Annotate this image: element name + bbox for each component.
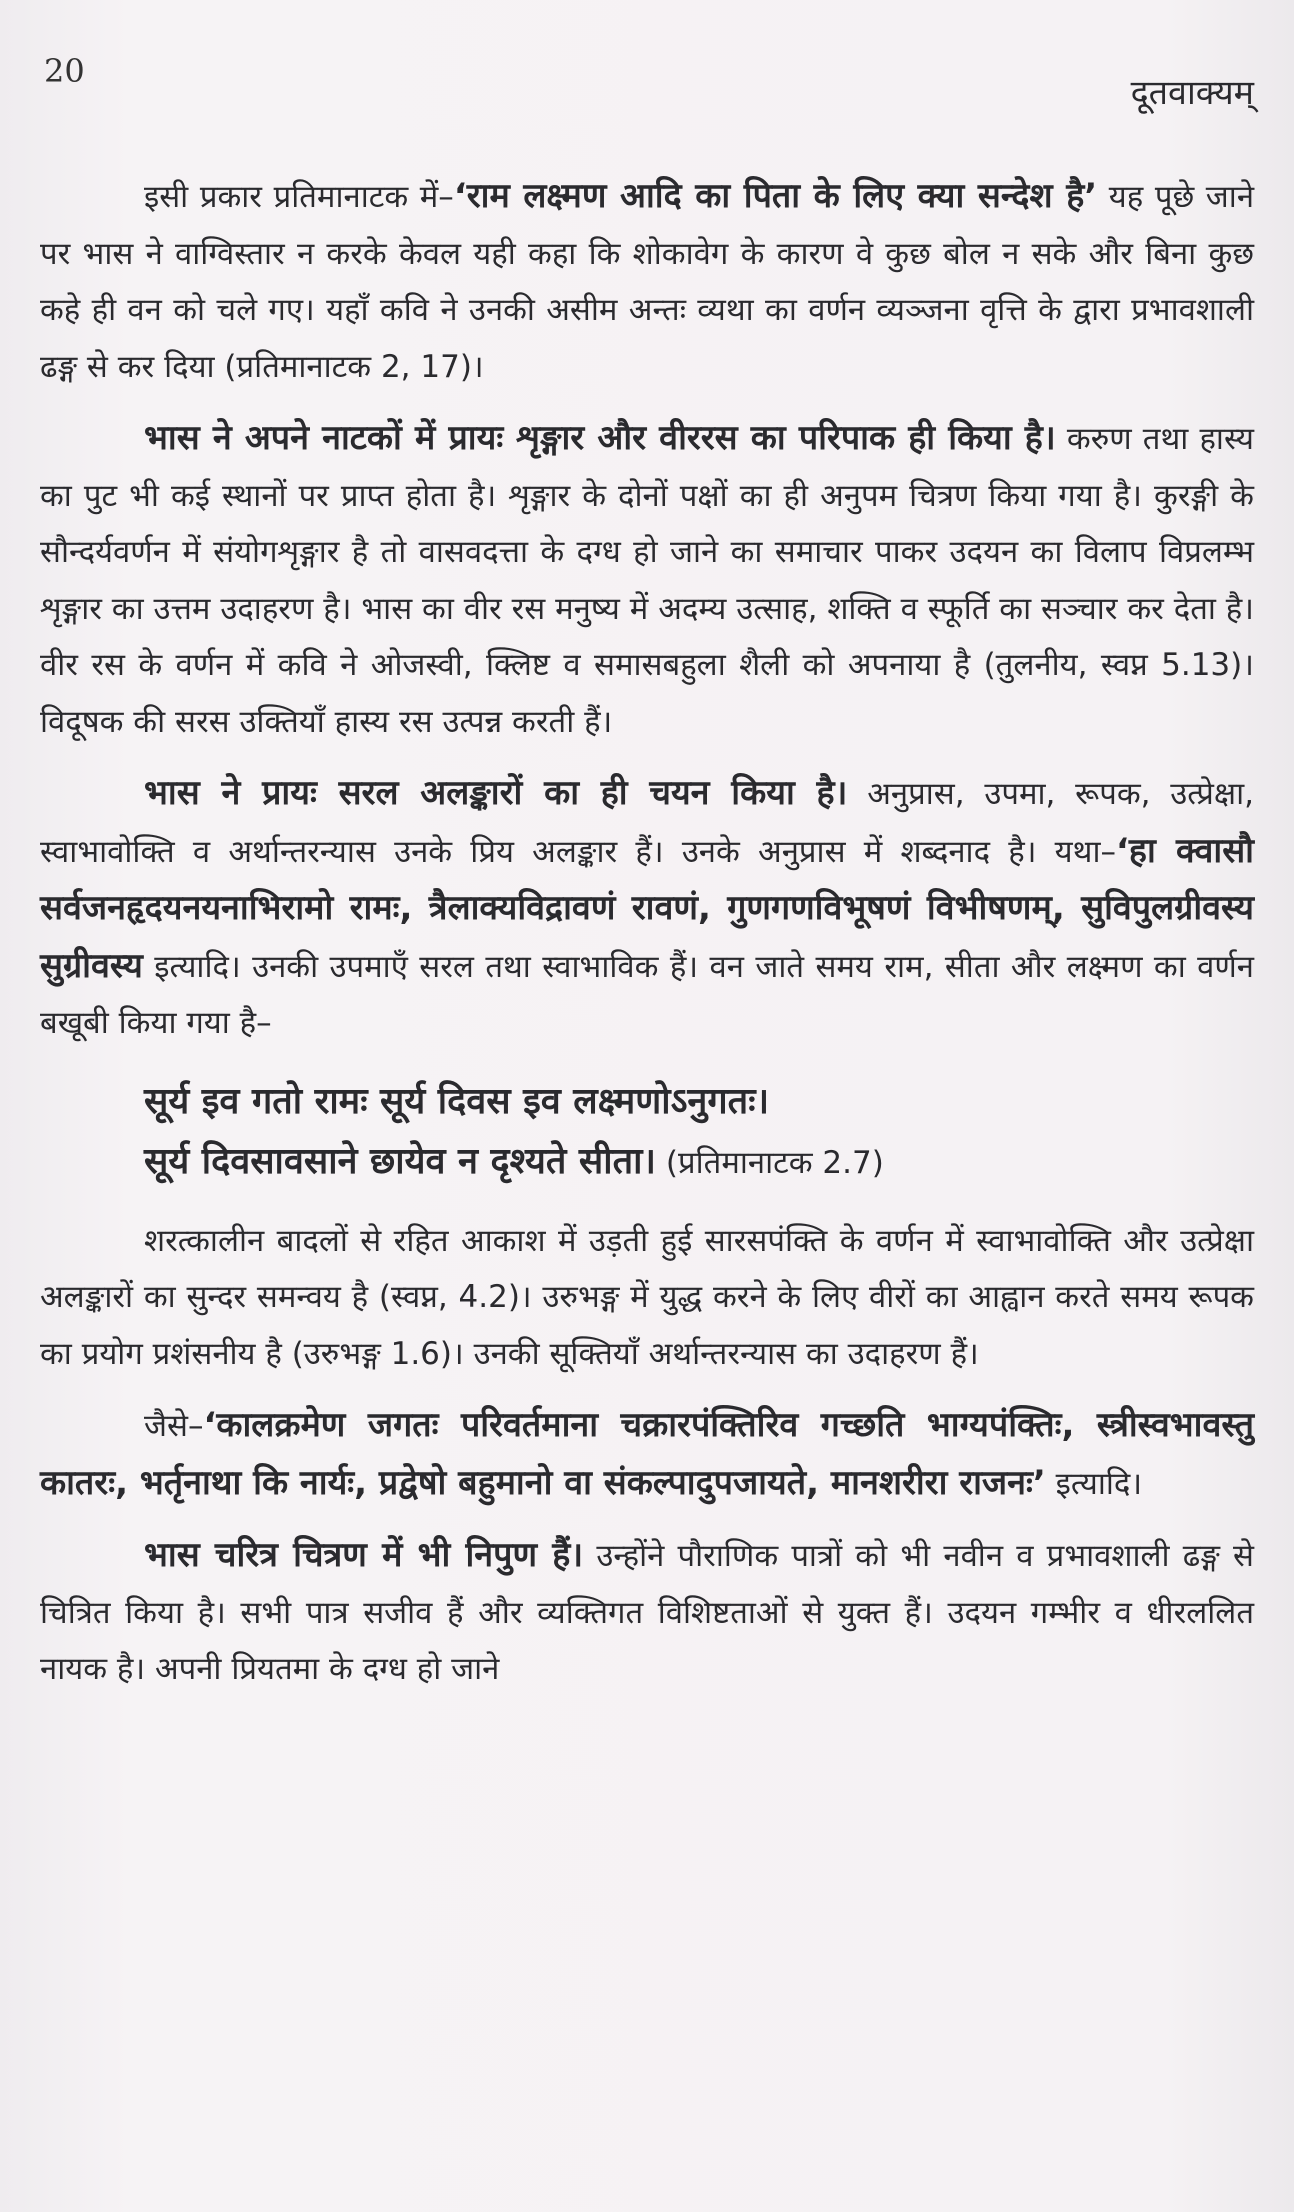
paragraph-text: यह पूछे जाने पर भास ने वाग्विस्तार न करके केवल यही कहा कि शोकावेग के कारण वे कुछ बोल न सके और बिना कुछ कहे ही वन को चले गए। यहाँ कवि ने उनकी असीम अन्तः व्यथा का वर्णन व्यञ्जना वृत्ति के द्वारा प्रभावशाली ढङ्ग से कर दिया (प्रतिमानाटक 2, 17)। xyxy=(40,179,1255,385)
paragraph-text: जैसे– xyxy=(144,1408,204,1444)
running-title: दूतवाक्यम् xyxy=(1130,73,1254,113)
page-number: 20 xyxy=(44,52,85,90)
verse-line xyxy=(144,1132,1254,1193)
bold-quote: ‘कालक्रमेण जगतः परिवर्तमाना चक्रारपंक्तिरिव गच्छति भाग्यपंक्तिः, स्त्रीस्वभावस्तु कातरः, भर्तृनाथा कि नार्यः, प्रद्वेषो बहुमानो वा संकल्पादुपजायते, मानशरीरा राजनः’ xyxy=(40,1405,1254,1503)
bold-lead: भास ने प्रायः सरल अलङ्कारों का ही चयन किया है। xyxy=(144,773,848,813)
verse-block xyxy=(144,1072,1254,1193)
paragraph-rasa xyxy=(40,410,1254,750)
paragraph-suktiyan xyxy=(40,1397,1254,1512)
verse-line-text: सूर्य दिवसावसाने छायेव न दृश्यते सीता। xyxy=(144,1140,657,1182)
paragraph-text: करुण तथा हास्य का पुट भी कई स्थानों पर प्राप्त होता है। शृङ्गार के दोनों पक्षों का ही अनुपम चित्रण किया गया है। कुरङ्गी के सौन्दर्यवर्णन में संयोगशृङ्गार है तो वासवदत्ता के दग्ध हो जाने का समाचार पाकर उदयन का विलाप विप्रलम्भ शृङ्गार का उत्तम उदाहरण है। भास का वीर रस मनुष्य में अदम्य उत्साह, शक्ति व स्फूर्ति का सञ्चार कर देता है। वीर रस के वर्णन में कवि ने ओजस्वी, क्लिष्ट व समासबहुला शैली को अपनाया है (तुलनीय, स्वप्न 5.13)। विदूषक की सरस उक्तियाँ हास्य रस उत्पन्न करती हैं। xyxy=(40,421,1254,740)
paragraph-text: इत्यादि। उनकी उपमाएँ सरल तथा स्वाभाविक हैं। वन जाते समय राम, सीता और लक्ष्मण का वर्णन बखूबी किया गया है– xyxy=(40,948,1254,1041)
page-body xyxy=(40,168,1254,1698)
bold-quote: ‘हा क्वासौ सर्वजनहृदयनयनाभिरामो रामः, त्रैलाक्यविद्रावणं रावणं, गुणगणविभूषणं विभीषणम्, सुविपुलग्रीवस्य सुग्रीवस्य xyxy=(40,830,1254,986)
paragraph-text: इसी प्रकार प्रतिमानाटक में– xyxy=(144,179,454,215)
paragraph-text: उन्होंने पौराणिक पात्रों को भी नवीन व प्रभावशाली ढङ्ग से चित्रित किया है। सभी पात्र सजीव हैं और व्यक्तिगत विशिष्टताओं से युक्त हैं। उदयन गम्भीर व धीरललित नायक है। अपनी प्रियतमा के दग्ध हो जाने xyxy=(40,1538,1254,1687)
bold-quote: ‘राम लक्ष्मण आदि का पिता के लिए क्या सन्देश है’ xyxy=(453,176,1098,216)
bold-lead: भास चरित्र चित्रण में भी निपुण हैं। xyxy=(144,1535,584,1575)
verse-citation: (प्रतिमानाटक 2.7) xyxy=(656,1144,884,1181)
paragraph-alankara xyxy=(40,765,1254,1052)
paragraph-text: अनुप्रास, उपमा, रूपक, उत्प्रेक्षा, स्वाभावोक्ति व अर्थान्तरन्यास उनके प्रिय अलङ्कार हैं। उनके अनुप्रास में शब्दनाद है। यथा– xyxy=(40,776,1255,870)
bold-lead: भास ने अपने नाटकों में प्रायः शृङ्गार और वीररस का परिपाक ही किया है। xyxy=(144,418,1056,458)
paragraph-text: इत्यादि। xyxy=(1045,1465,1143,1502)
paragraph-pratimanataka xyxy=(40,168,1254,395)
paragraph-sarasapankti xyxy=(40,1213,1254,1383)
paragraph-text: शरत्कालीन बादलों से रहित आकाश में उड़ती हुई सारसपंक्ति के वर्णन में स्वाभावोक्ति और उत्प्रेक्षा अलङ्कारों का सुन्दर समन्वय है (स्वप्न, 4.2)। उरुभङ्ग में युद्ध करने के लिए वीरों का आह्वान करते समय रूपक का प्रयोग प्रशंसनीय है (उरुभङ्ग 1.6)। उनकी सूक्तियाँ अर्थान्तरन्यास का उदाहरण हैं। xyxy=(40,1222,1254,1372)
paragraph-charitra xyxy=(40,1527,1254,1698)
verse-line: सूर्य इव गतो रामः सूर्य दिवस इव लक्ष्मणोऽनुगतः। xyxy=(144,1080,770,1122)
